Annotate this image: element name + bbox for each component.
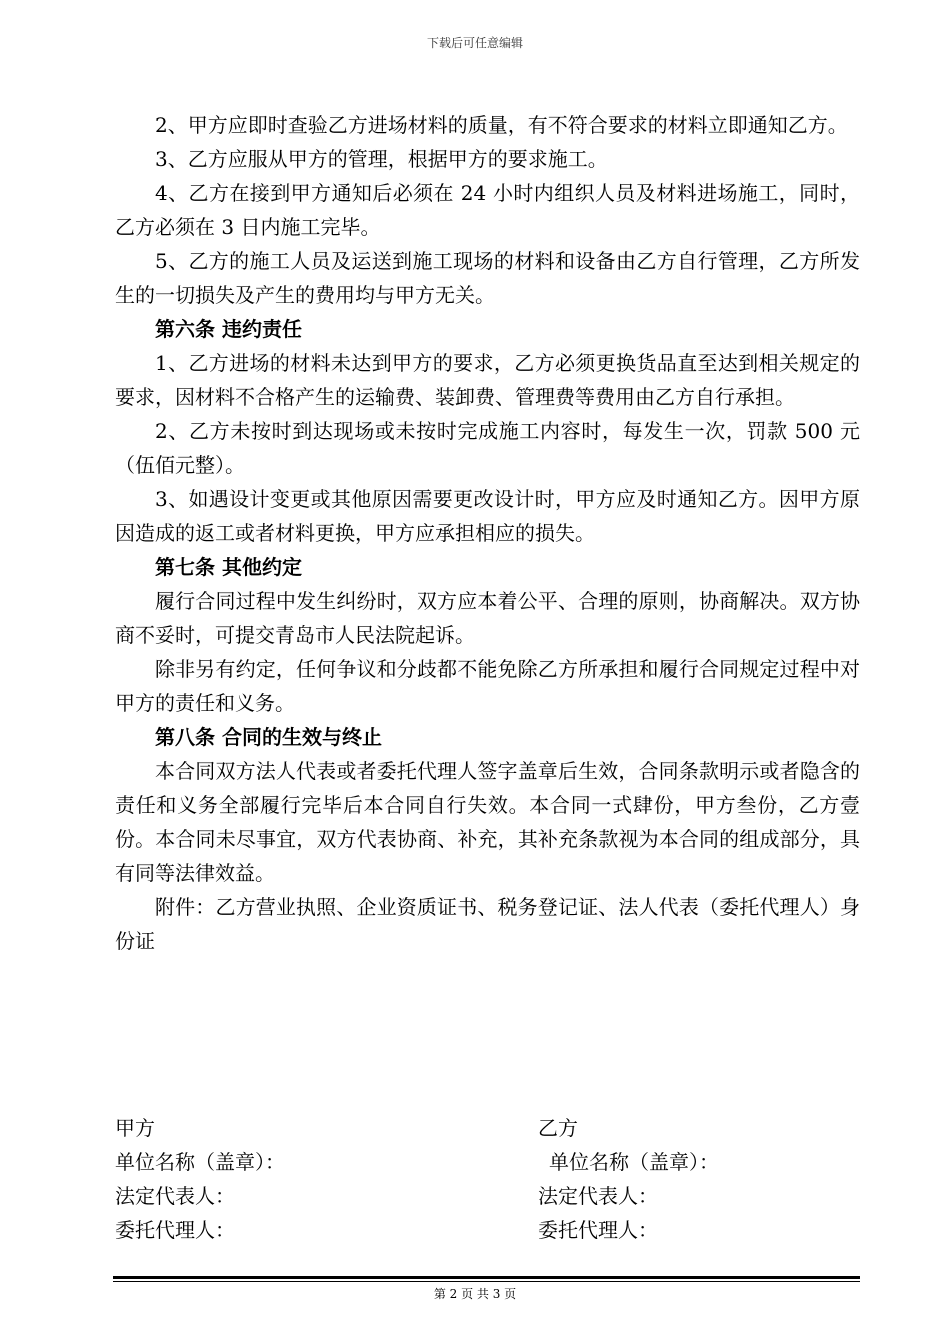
page-footer: 第 2 页 共 3 页: [433, 1287, 517, 1301]
body-paragraph: 附件：乙方营业执照、企业资质证书、税务登记证、法人代表（委托代理人）身份证: [115, 895, 860, 953]
body-paragraph: 3、如遇设计变更或其他原因需要更改设计时，甲方应及时通知乙方。因甲方原因造成的返工或者材料更换，甲方应承担相应的损失。: [115, 487, 860, 545]
party-a-unit-name: 单位名称（盖章）：: [115, 1150, 285, 1174]
body-paragraph: 5、乙方的施工人员及运送到施工现场的材料和设备由乙方自行管理，乙方所发生的一切损失及产生的费用均与甲方无关。: [115, 249, 860, 307]
page-header: 下载后可任意编辑: [426, 36, 523, 50]
footer-rule-thin: [113, 1281, 860, 1282]
signature-block: [115, 1111, 860, 1247]
body-paragraph: 除非另有约定，任何争议和分歧都不能免除乙方所承担和履行合同规定过程中对甲方的责任和义务。: [115, 657, 860, 715]
party-a-legal-rep: 法定代表人：: [115, 1184, 235, 1208]
party-b-legal-rep: 法定代表人：: [538, 1184, 658, 1208]
party-a-agent: 委托代理人：: [115, 1218, 235, 1242]
signature-agent-row: [115, 1213, 860, 1247]
section-heading: 第七条 其他约定: [155, 555, 302, 579]
document-body: [115, 108, 860, 958]
body-paragraph: 履行合同过程中发生纠纷时，双方应本着公平、合理的原则，协商解决。双方协商不妥时，可提交青岛市人民法院起诉。: [115, 589, 860, 647]
section-heading: 第八条 合同的生效与终止: [155, 725, 382, 749]
body-paragraph: 2、甲方应即时查验乙方进场材料的质量，有不符合要求的材料立即通知乙方。: [155, 113, 848, 137]
signature-legal-rep-row: [115, 1179, 860, 1213]
body-paragraph: 4、乙方在接到甲方通知后必须在 24 小时内组织人员及材料进场施工，同时，乙方必须在 3 日内施工完毕。: [115, 181, 860, 239]
party-b-agent: 委托代理人：: [538, 1218, 658, 1242]
body-paragraph: 本合同双方法人代表或者委托代理人签字盖章后生效，合同条款明示或者隐含的责任和义务全部履行完毕后本合同自行失效。本合同一式肆份，甲方叁份，乙方壹份。本合同未尽事宜，双方代表协商、补充，其补充条款视为本合同的组成部分，具有同等法律效益。: [115, 759, 860, 885]
party-b-label: 乙方: [538, 1116, 578, 1140]
section-heading: 第六条 违约责任: [155, 317, 302, 341]
body-paragraph: 2、乙方未按时到达现场或未按时完成施工内容时，每发生一次，罚款 500 元（伍佰元整）。: [115, 419, 860, 477]
signature-unit-row: [115, 1145, 860, 1179]
body-paragraph: 1、乙方进场的材料未达到甲方的要求，乙方必须更换货品直至达到相关规定的要求，因材料不合格产生的运输费、装卸费、管理费等费用由乙方自行承担。: [115, 351, 860, 409]
footer-rule-thick: [113, 1276, 860, 1279]
signature-party-row: [115, 1111, 860, 1145]
party-b-unit-name: 单位名称（盖章）：: [549, 1150, 719, 1174]
party-a-label: 甲方: [115, 1116, 155, 1140]
body-paragraph: 3、乙方应服从甲方的管理，根据甲方的要求施工。: [155, 147, 608, 171]
